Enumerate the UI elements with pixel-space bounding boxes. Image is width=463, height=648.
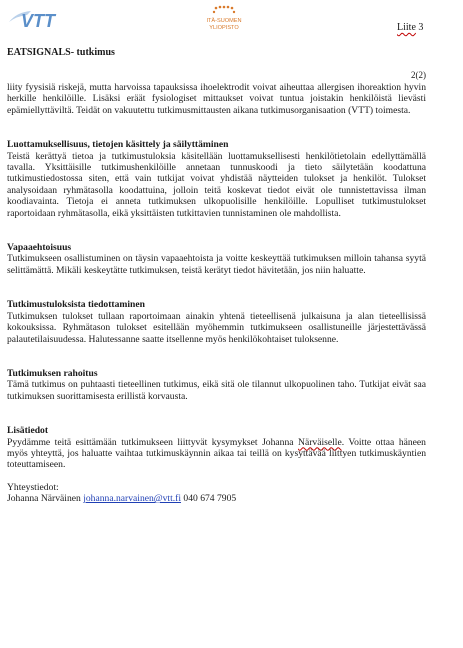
section-heading-voluntariness: Vapaaehtoisuus (7, 242, 72, 254)
section-text-results: Tutkimuksen tulokset tullaan raportoimaan ainakin yhtenä tieteellisenä julkaisuna ja alan tieteellisissä kokouksissa. Ryhmätason tulokset esitellään myöhemmin tutkimukseen osallistuneille järjestettävässä palautetilaisuudessa. Halutessanne saatte itsellenne myös henkilökohtaiset tuloksenne. (7, 310, 426, 345)
vtt-logo-text: VTT (21, 11, 55, 31)
flagged-name: Närväiselle (298, 436, 342, 448)
contact-name: Johanna Närväinen (7, 493, 81, 505)
appendix-prefix: Liite (397, 22, 416, 33)
document-body (7, 82, 426, 505)
document-title: EATSIGNALS- tutkimus (7, 47, 115, 58)
section-heading-funding: Tutkimuksen rahoitus (7, 367, 98, 379)
contact-line (7, 493, 426, 504)
section-text-confidentiality: Teistä kerättyä tietoa ja tutkimustuloksia käsitellään luottamuksellisesti henkilötietolain edellyttämällä tavalla. Yksittäisille tutkimushenkilöille annetaan tunnuskoodi ja tieto säilytetään koodattuna tutkimustiedostossa siten, että vain tutkijat voivat yhdistää näytteiden tulokset ja henkilöt. Tulokset analysoidaan ryhmätasolla koodattuina, jolloin teitä koskevat tiedot eivät ole tunnistettavissa ilman koodiavainta. Tietoja ei anneta tutkimuksen ulkopuolisille henkilöille. Lopulliset tutkimustulokset raportoidaan ryhmätasolla, eikä yksittäisten tutkittavien tunnistaminen ole mahdollista. (7, 150, 426, 219)
contact-email-link[interactable]: johanna.narvainen@vtt.fi (83, 493, 182, 505)
vtt-logo (7, 6, 65, 32)
contact-phone: 040 674 7905 (183, 493, 237, 505)
section-text-more-info (7, 437, 426, 471)
uef-logo (183, 4, 267, 38)
appendix-number: 3 (418, 22, 424, 33)
section-text-voluntariness: Tutkimukseen osallistuminen on täysin vapaaehtoista ja voitte keskeyttää tutkimuksen milloin tahansa syytä selittämättä. Mikäli keskeytätte tutkimuksen, teistä kerätyt tiedot hävitetään, jos niin haluatte. (7, 253, 426, 276)
intro-paragraph: liity fyysisiä riskejä, mutta harvoissa tapauksissa ihoelektrodit voivat aiheuttaa allergisen ihoreaktion hyvin herkille henkilöille. Lisäksi eräät fysiologiset mittaukset voivat tuntua joistakin henkilöistä lievästi epämiellyttäviltä. Teidät on vakuutettu tutkimusmittausten aikana tutkimusorganisaation (VTT) toimesta. (7, 82, 426, 116)
section-text-funding: Tämä tutkimus on puhtaasti tieteellinen tutkimus, eikä sitä ole tilannut ulkopuolinen taho. Tutkijat eivät saa tutkimuksen suorittamisesta erillistä korvausta. (7, 379, 426, 402)
uef-logo-line1: ITÄ-SUOMEN (206, 18, 242, 24)
appendix-label (397, 22, 423, 33)
section-heading-confidentiality: Luottamuksellisuus, tietojen käsittely ja säilyttäminen (7, 139, 229, 151)
uef-logo-line2: YLIOPISTO (209, 25, 239, 31)
section-heading-more-info: Lisätiedot (7, 425, 49, 437)
section-heading-results: Tutkimustuloksista tiedottaminen (7, 299, 145, 311)
page-number: 2(2) (411, 70, 426, 80)
more-info-text-start: Pyydämme teitä esittämään tutkimukseen liittyvät kysymykset Johanna (7, 436, 299, 448)
contact-label: Yhteystiedot: (7, 481, 59, 493)
more-info-text-end: . Voitte ottaa häneen myös yhteyttä, jos haluatte vaihtaa tutkimuskäynnin aikaa tai teillä on kysyttävää liittyen tutkimuskäyntien toteuttamiseen. (7, 436, 426, 471)
